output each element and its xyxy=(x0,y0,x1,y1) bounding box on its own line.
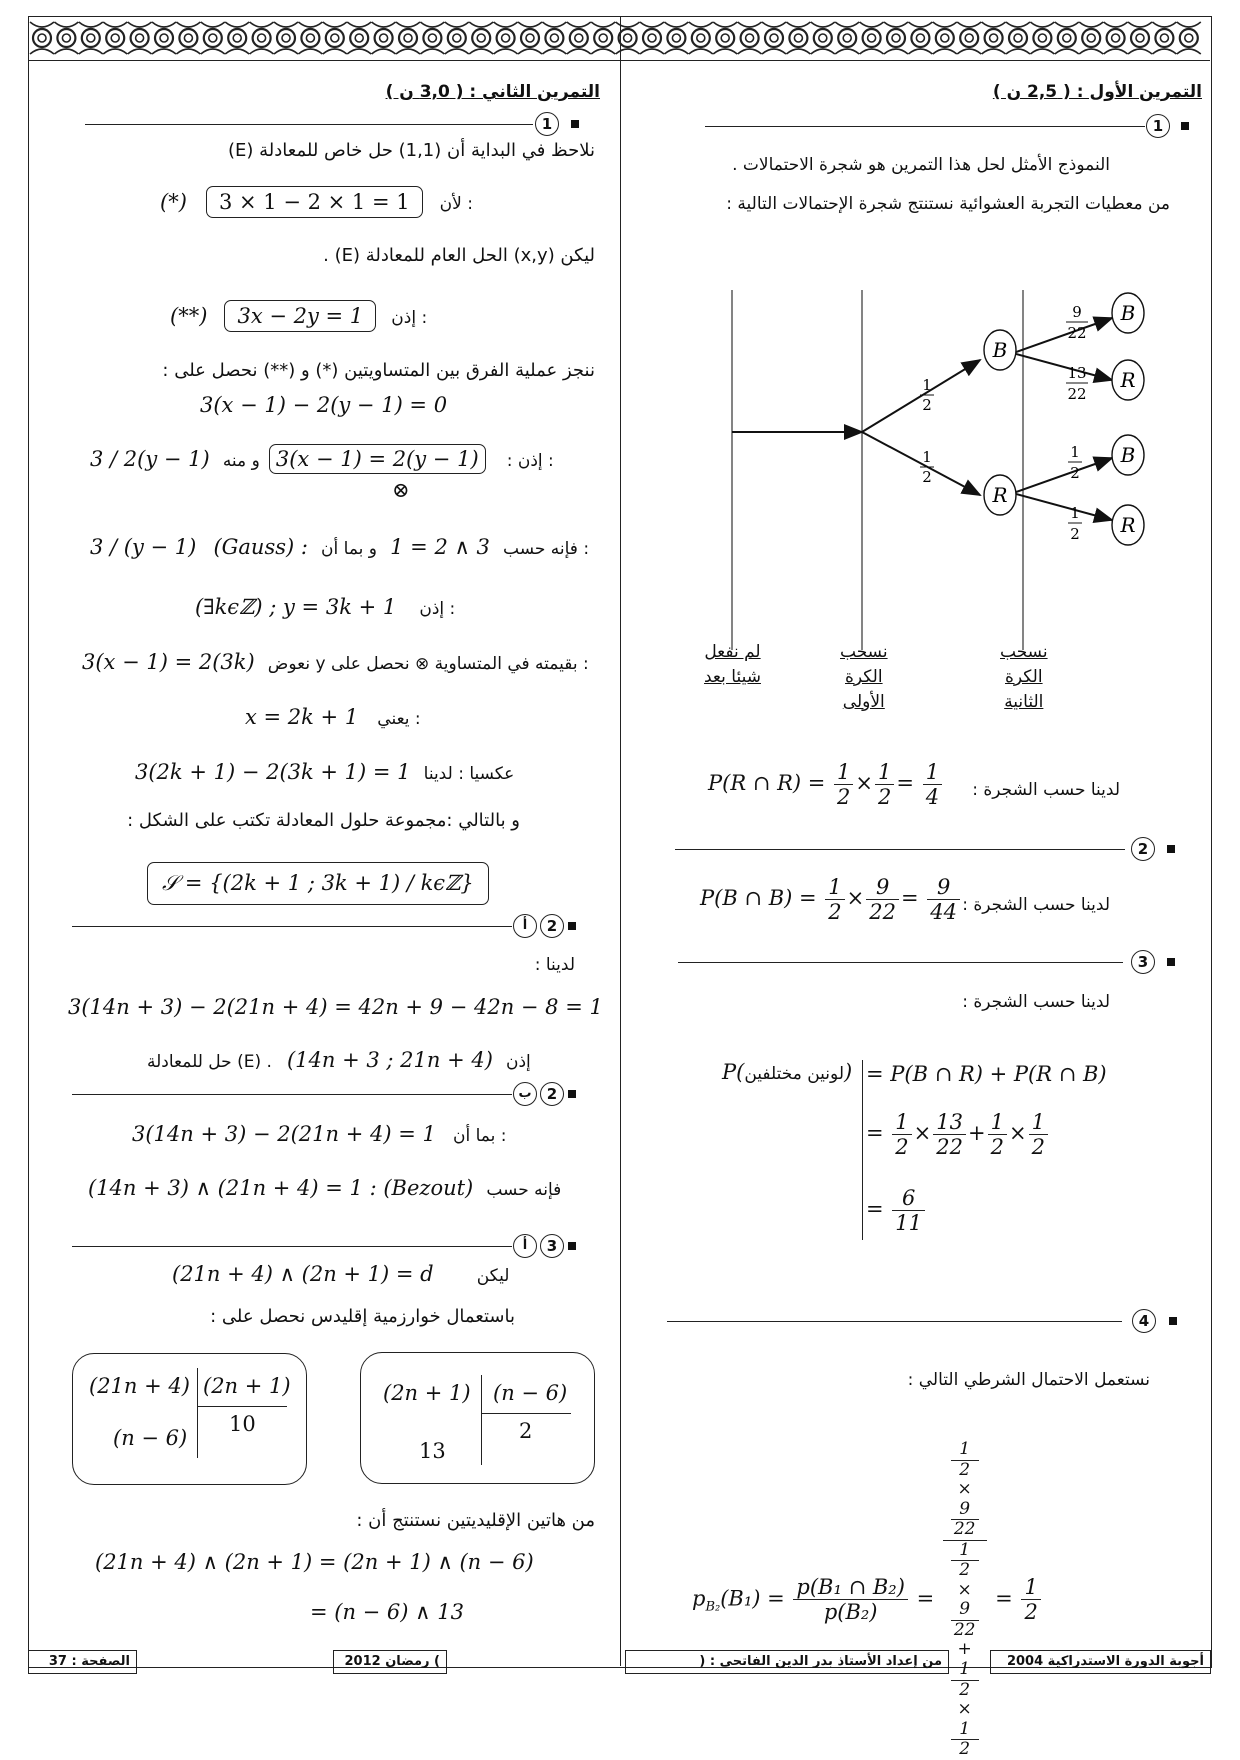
tree-edge-R xyxy=(862,432,980,495)
q4-formula: $p_{B_2}(B_1)$ = $\frac{\text{p(B₁ ∩ B₂)}}{\text{p(B₂)}}$ = 1 2 × 9 22 1 2 × 9 22 + 1 2 × 1 2 = $\frac{1}{2}$ xyxy=(692,1440,1043,1760)
ex2-line12: 3(2k + 1) − 2(3k + 1) = 1 عكسيا : لدينا xyxy=(135,760,515,784)
prob-den: 22 xyxy=(1067,385,1087,403)
exercise2-title: التمرين الثاني : ( 3,0 ن ) xyxy=(385,82,600,102)
prob-den: 2 xyxy=(1070,525,1080,543)
q3-row3: = $\frac{6}{11}$ xyxy=(866,1186,927,1235)
ex2-line10: 3(x − 1) = 2(3k) نعوض y بقيمته في المتساوية ⊗ نحصل على : xyxy=(82,650,589,674)
ex2-line6: 3(x − 1) − 2(y − 1) = 0 xyxy=(200,393,448,417)
ex2-line22: من هاتين الإقليديتين نستنتج أن : xyxy=(356,1510,595,1531)
q4-label: نستعمل الاحتمال الشرطي التالي : xyxy=(907,1370,1150,1390)
otimes-symbol: ⊗ xyxy=(392,478,410,502)
q2-formula: P(B ∩ B) = $\frac{1}{2}$ × $\frac{9}{22}$ = $\frac{9}{44}$ xyxy=(700,875,962,924)
q3-lhs: P(لونين مختلفين) xyxy=(722,1060,853,1084)
ex2-line5: ننجز عملية الفرق بين المتساويتين (*) و (**) نحصل على : xyxy=(162,360,595,381)
q1-line1: النموذج الأمثل لحل هذا التمرين هو شجرة الاحتمالات . xyxy=(732,155,1110,175)
ex2-line19: (14n + 3) ∧ (21n + 4) = 1 : (Bezout) فإنه حسب xyxy=(88,1176,562,1200)
prob-den: 22 xyxy=(1067,324,1087,342)
q2-label: لدينا حسب الشجرة : xyxy=(962,895,1110,915)
prob-num: 13 xyxy=(1067,364,1087,382)
node-label: R xyxy=(992,483,1008,507)
ex2-line9: (∃kϵℤ) ; y = 3k + 1 إذن : xyxy=(195,595,456,619)
exercise1-title: التمرين الأول : ( 2,5 ن ) xyxy=(992,82,1202,102)
prob-den: 2 xyxy=(922,396,932,414)
ex2-line3: ليكن (x,y) الحل العام للمعادلة (E) . xyxy=(323,245,595,266)
q3-row1: = P(B ∩ R) + P(R ∩ B) xyxy=(866,1062,1107,1086)
ex2-line18: 3(14n + 3) − 2(21n + 4) = 1 بما أن : xyxy=(132,1122,507,1146)
ex2-line1: نلاحظ في البداية أن (1,1) حل خاص للمعادلة (E) xyxy=(227,140,595,161)
prob-den: 2 xyxy=(1070,464,1080,482)
node-label: B xyxy=(1120,443,1136,467)
ex2-line15: لدينا : xyxy=(534,955,575,975)
prob-num: 9 xyxy=(1072,303,1082,321)
ex2-line7: 3 / 2(y − 1) إذن : 3(x − 1) = 2(y − 1) و منه : xyxy=(90,444,554,474)
q3-label: لدينا حسب الشجرة : xyxy=(962,992,1110,1012)
ex2-line23: (21n + 4) ∧ (2n + 1) = (2n + 1) ∧ (n − 6) xyxy=(95,1550,534,1574)
tree-edge-BR xyxy=(1016,354,1112,380)
tree-edge-RB xyxy=(1016,458,1112,492)
solution-set-box: 𝒮 = {(2k + 1 ; 3k + 1) / kϵℤ} xyxy=(147,862,489,905)
node-label: B xyxy=(1120,301,1136,325)
ex2-line11: x = 2k + 1 يعني : xyxy=(245,705,421,729)
euclid-division-box-1: (21n + 4) (n − 6) (2n + 1) 10 xyxy=(72,1353,307,1485)
footer-author: من إعداد الأستاذ بدر الدين الفاتحي : ( xyxy=(625,1650,949,1674)
prob-num: 1 xyxy=(1070,504,1080,522)
tree-col2-label: نسحب الكرة الأولى xyxy=(840,642,888,712)
tree-edge-RR xyxy=(1016,494,1112,520)
ex2-line17: حل للمعادلة (E) . (14n + 3 ; 21n + 4) إذن xyxy=(147,1048,531,1072)
q3-brace-line xyxy=(862,1060,863,1240)
tree-edge-B xyxy=(862,360,980,432)
prob-num: 1 xyxy=(1070,443,1080,461)
ex2-line2: (*) 3 × 1 − 2 × 1 = 1 لأن : xyxy=(160,186,473,218)
q1-number: 1 xyxy=(1146,114,1170,138)
ex2-line4: (**) 3x − 2y = 1 إذن : xyxy=(170,300,427,332)
tree-col3-label: نسحب الكرة الثانية xyxy=(1000,642,1048,712)
prob-num: 1 xyxy=(922,376,932,394)
prob-den: 2 xyxy=(922,468,932,486)
column-divider xyxy=(620,16,621,1666)
q1-line2: من معطيات التجربة العشوائية نستنتج شجرة الإحتمالات التالية : xyxy=(726,194,1170,214)
ex2-line24: = (n − 6) ∧ 13 xyxy=(310,1600,464,1624)
ex2-line20: (21n + 4) ∧ (2n + 1) = d ليكن xyxy=(172,1262,510,1286)
ex2-line16: 3(14n + 3) − 2(21n + 4) = 42n + 9 − 42n − 8 = 1 xyxy=(68,995,603,1019)
node-label: R xyxy=(1120,513,1136,537)
footer-page-number: الصفحة : 37 xyxy=(28,1650,137,1674)
prob-num: 1 xyxy=(922,448,932,466)
ex2-line8: 3 / (y − 1) (Gauss) : فإنه حسب 3 ∧ 2 = 1 و بما أن : xyxy=(90,535,590,559)
euclid-division-box-2: (2n + 1) 13 (n − 6) 2 xyxy=(360,1352,595,1484)
footer-date: ) رمضان 2012 xyxy=(333,1650,447,1674)
footer-session: أجوبة الدورة الاستدراكية 2004 xyxy=(990,1650,1211,1674)
q1-result-label: لدينا حسب الشجرة : xyxy=(972,780,1120,800)
q1-result-formula: P(R ∩ R) = $\frac{1}{2}$ × $\frac{1}{2}$ = $\frac{1}{4}$ xyxy=(708,760,944,809)
tree-edge-BB xyxy=(1016,318,1112,352)
tree-col1-label: لم نفعل شيئا بعد xyxy=(704,642,761,687)
header-rule xyxy=(28,60,1210,61)
q3-row2: = $\frac{1}{2}$ × $\frac{13}{22}$ + $\frac{1}{2}$ × $\frac{1}{2}$ xyxy=(866,1110,1050,1159)
ex2-line21: باستعمال خوارزمية إقليدس نحصل على : xyxy=(210,1306,515,1327)
ex2-line13: و بالتالي :مجموعة حلول المعادلة تكتب على الشكل : xyxy=(127,810,520,831)
node-label: B xyxy=(992,338,1008,362)
node-label: R xyxy=(1120,368,1136,392)
